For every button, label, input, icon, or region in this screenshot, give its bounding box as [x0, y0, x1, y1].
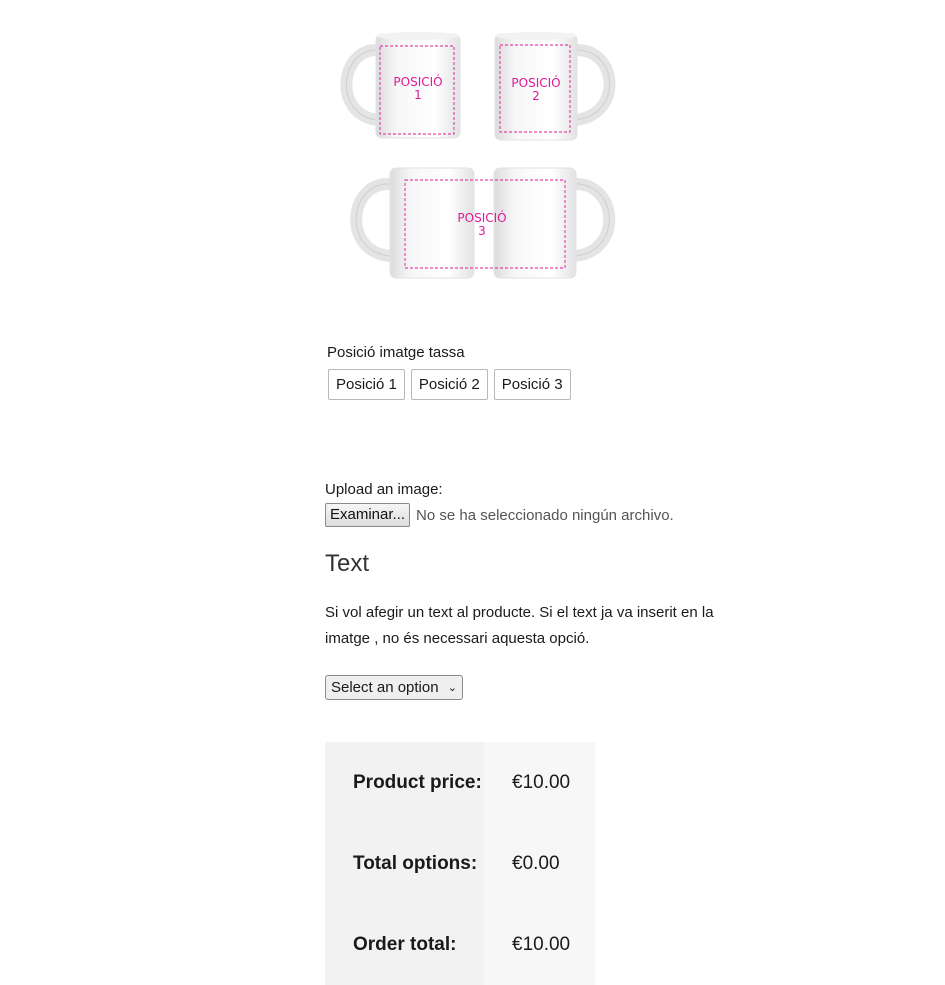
table-row [325, 823, 595, 904]
total-options-label: Total options: [325, 823, 484, 904]
select-value: Select an option [331, 679, 439, 696]
position-selector-label: Posició imatge tassa [327, 344, 465, 361]
upload-label: Upload an image: [325, 481, 443, 498]
browse-file-button[interactable]: Examinar... [325, 503, 410, 527]
text-option-select[interactable] [325, 675, 463, 700]
position-3-line1: POSICIÓ [457, 211, 507, 225]
order-total-value: €10.00 [484, 904, 595, 985]
position-2-line1: POSICIÓ [511, 76, 561, 90]
mug-print-positions-image [330, 20, 630, 290]
text-section-description: Si vol afegir un text al producte. Si el text ja va inserit en la imatge , no és necessari aquesta opció. [325, 604, 714, 647]
table-row [325, 904, 595, 985]
position-3-button[interactable]: Posició 3 [494, 369, 571, 400]
position-2-button[interactable]: Posició 2 [411, 369, 488, 400]
mug-diagram [330, 20, 630, 290]
price-totals-table [325, 742, 595, 985]
mug-wrap-view [356, 168, 609, 278]
text-section-heading: Text [325, 550, 370, 577]
product-price-label: Product price: [325, 742, 484, 823]
mug-right-view [495, 32, 610, 140]
position-2-line2: 2 [532, 89, 540, 103]
position-1-line2: 1 [414, 88, 422, 102]
product-price-value: €10.00 [484, 742, 595, 823]
table-row [325, 742, 595, 823]
position-1-line1: POSICIÓ [393, 75, 443, 89]
file-upload-field [325, 503, 674, 527]
position-selector [328, 369, 571, 400]
position-3-line2: 3 [478, 224, 486, 238]
chevron-down-icon: ⌄ [447, 682, 457, 694]
position-1-button[interactable]: Posició 1 [328, 369, 405, 400]
total-options-value: €0.00 [484, 823, 595, 904]
file-status-text: No se ha seleccionado ningún archivo. [416, 506, 674, 524]
order-total-label: Order total: [325, 904, 484, 985]
mug-left-view [346, 32, 460, 138]
